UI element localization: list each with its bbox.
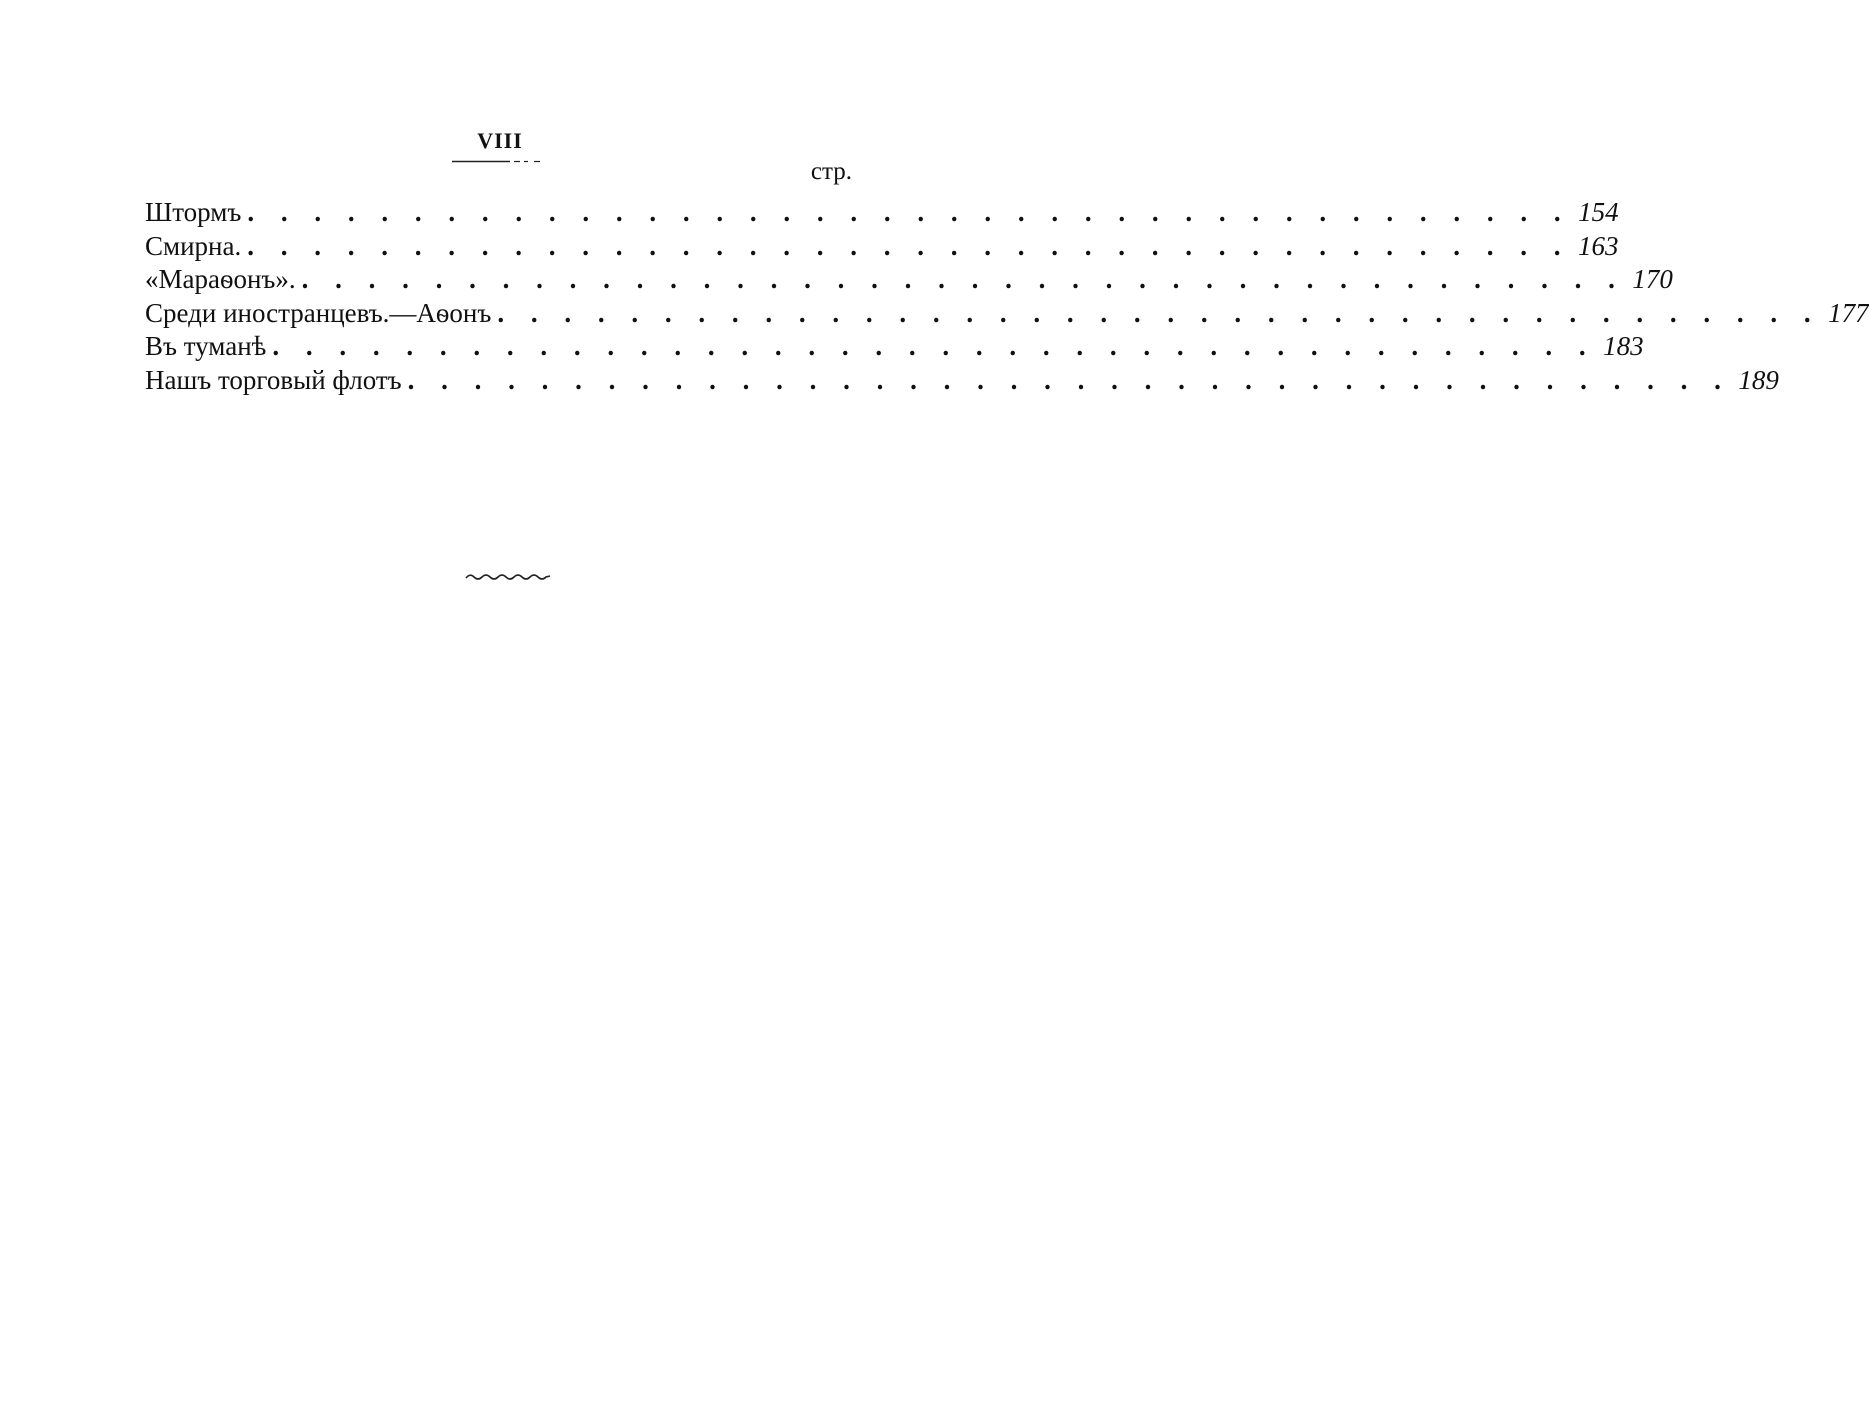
toc-entry — [145, 263, 1673, 297]
toc-entry-page: 177 — [1828, 297, 1869, 328]
toc-entry — [145, 196, 1619, 230]
toc-entry — [145, 330, 1644, 364]
toc-entry-title: Нашъ торговый флотъ — [145, 364, 402, 395]
toc-entry — [145, 230, 1619, 264]
toc-dot-leader: . . . . . . . . . . . . . . . . . . . . . . . . . . . . . . . . . . . . . . . . — [301, 264, 1625, 294]
toc-entry-title: Штормъ — [145, 197, 242, 227]
toc-entry-title: Смирна. — [145, 230, 242, 261]
toc-dot-leader: . . . . . . . . . . . . . . . . . . . . . . . . . . . . . . . . . . . . . . . . — [247, 197, 1571, 227]
toc-dot-leader: . . . . . . . . . . . . . . . . . . . . . . . . . . . . . . . . . . . . . . . . — [247, 230, 1571, 261]
toc-dot-leader: . . . . . . . . . . . . . . . . . . . . . . . . . . . . . . . . . . . . . . . . — [272, 331, 1596, 361]
header-rule — [452, 160, 542, 163]
toc-entry-page: 154 — [1578, 197, 1619, 227]
toc-entry-page: 183 — [1603, 331, 1644, 361]
toc-entry-page: 163 — [1577, 230, 1619, 261]
page-column-header: стр. — [810, 158, 852, 185]
toc-dot-leader: . . . . . . . . . . . . . . . . . . . . . . . . . . . . . . . . . . . . . . . . — [497, 297, 1821, 328]
toc-entry-title: Среди иностранцевъ.—Аѳонъ — [145, 297, 492, 328]
toc-entry-page: 189 — [1738, 364, 1779, 395]
end-ornament — [464, 570, 552, 582]
toc-entry — [145, 364, 1779, 398]
toc-dot-leader: . . . . . . . . . . . . . . . . . . . . . . . . . . . . . . . . . . . . . . . . — [407, 364, 1731, 395]
toc-entry-title: «Мараѳонъ». — [145, 264, 296, 294]
toc-entry-title: Въ туманѣ — [145, 331, 267, 361]
toc-entry — [145, 297, 1869, 331]
toc-entry-page: 170 — [1632, 264, 1673, 294]
table-of-contents — [145, 196, 1869, 397]
page-number: VIII — [477, 128, 523, 153]
